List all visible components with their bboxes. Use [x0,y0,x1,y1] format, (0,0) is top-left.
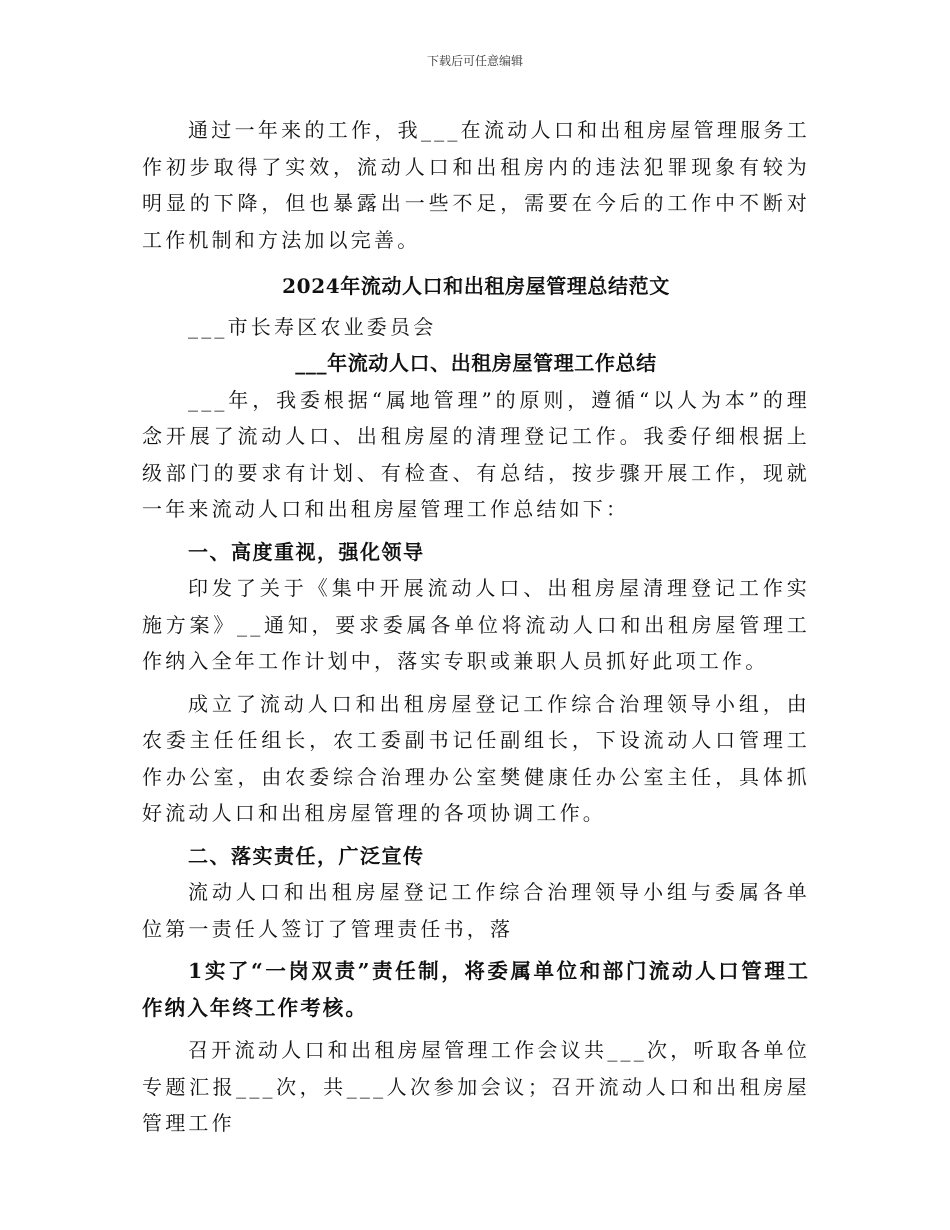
paragraph-notice: 印发了关于《集中开展流动人口、出租房屋清理登记工作实施方案》__通知，要求委属各单位将流动人口和出租房屋管理工作纳入全年工作计划中，落实专职或兼职人员抓好此项工作。 [142,576,810,673]
paragraph-meetings: 召开流动人口和出租房屋管理工作会议共___次，听取各单位专题汇报___次，共___人次参加会议；召开流动人口和出租房屋管理工作 [142,1038,810,1135]
paragraph-intro: 通过一年来的工作，我___在流动人口和出租房屋管理服务工作初步取得了实效，流动人口和出租房内的违法犯罪现象有较为明显的下降，但也暴露出一些不足，需要在今后的工作中不断对工作机制和方法加以完善。 [142,118,810,252]
document-body [142,112,810,1142]
page-header: 下载后可任意编辑 [426,54,523,68]
organization-name: ___市长寿区农业委员会 [188,314,437,339]
paragraph-overview: ___年，我委根据“属地管理”的原则，遵循“以人为本”的理念开展了流动人口、出租房屋的清理登记工作。我委仔细根据上级部门的要求有计划、有检查、有总结，按步骤开展工作，现就一年来流动人口和出租房屋管理工作总结如下： [142,387,810,521]
section-heading-2: 二、落实责任，广泛宣传 [188,843,425,868]
section-heading-1: 一、高度重视，强化领导 [188,539,425,564]
document-title: 2024年流动人口和出租房屋管理总结范文 [282,274,670,298]
paragraph-responsibility: 流动人口和出租房屋登记工作综合治理领导小组与委属各单位第一责任人签订了管理责任书，落 [142,880,810,941]
document-subtitle: ___年流动人口、出租房屋管理工作总结 [295,351,657,375]
paragraph-bold-responsibility: 1实了“一岗双责”责任制，将委属单位和部门流动人口管理工作纳入年终工作考核。 [142,959,810,1020]
paragraph-leadership-group: 成立了流动人口和出租房屋登记工作综合治理领导小组，由农委主任任组长，农工委副书记任副组长，下设流动人口管理工作办公室，由农委综合治理办公室樊健康任办公室主任，具体抓好流动人口和出租房屋管理的各项协调工作。 [142,691,810,825]
